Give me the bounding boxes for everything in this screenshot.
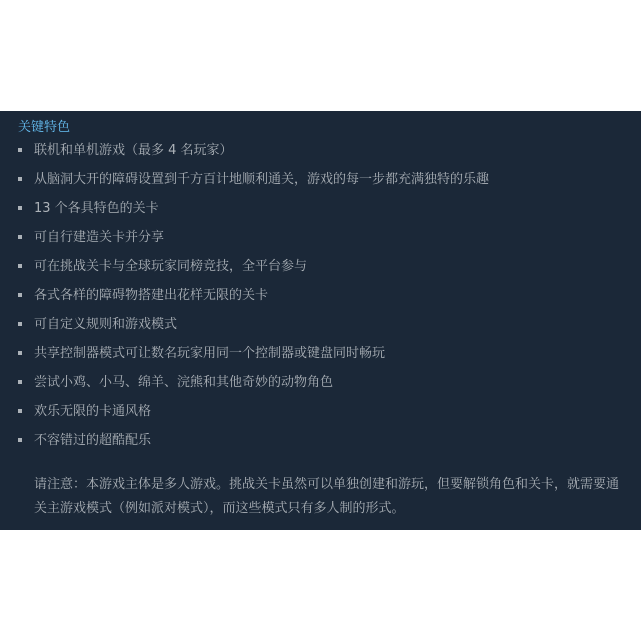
feature-text: 可自行建造关卡并分享 bbox=[34, 230, 165, 245]
feature-text: 欢乐无限的卡通风格 bbox=[34, 404, 152, 419]
bullet-icon bbox=[18, 177, 22, 181]
list-item bbox=[0, 170, 641, 199]
feature-text: 共享控制器模式可让数名玩家用同一个控制器或键盘同时畅玩 bbox=[34, 346, 386, 361]
feature-text: 联机和单机游戏（最多 4 名玩家） bbox=[34, 143, 233, 158]
feature-list bbox=[0, 141, 641, 460]
feature-text: 不容错过的超酷配乐 bbox=[34, 433, 152, 448]
list-item bbox=[0, 286, 641, 315]
list-item bbox=[0, 199, 641, 228]
feature-text: 13 个各具特色的关卡 bbox=[34, 201, 159, 216]
bullet-icon bbox=[18, 235, 22, 239]
bullet-icon bbox=[18, 206, 22, 210]
feature-text: 各式各样的障碍物搭建出花样无限的关卡 bbox=[34, 288, 269, 303]
feature-text: 从脑洞大开的障碍设置到千方百计地顺利通关，游戏的每一步都充满独特的乐趣 bbox=[34, 172, 490, 187]
list-item bbox=[0, 373, 641, 402]
bullet-icon bbox=[18, 380, 22, 384]
list-item bbox=[0, 257, 641, 286]
feature-text: 尝试小鸡、小马、绵羊、浣熊和其他奇妙的动物角色 bbox=[34, 375, 334, 390]
game-features-panel bbox=[0, 111, 641, 530]
bullet-icon bbox=[18, 293, 22, 297]
section-title: 关键特色 bbox=[18, 120, 71, 135]
feature-text: 可在挑战关卡与全球玩家同榜竞技，全平台参与 bbox=[34, 259, 308, 274]
list-item bbox=[0, 141, 641, 170]
bullet-icon bbox=[18, 409, 22, 413]
list-item bbox=[0, 228, 641, 257]
list-item bbox=[0, 315, 641, 344]
bullet-icon bbox=[18, 264, 22, 268]
feature-text: 可自定义规则和游戏模式 bbox=[34, 317, 178, 332]
bullet-icon bbox=[18, 322, 22, 326]
list-item bbox=[0, 344, 641, 373]
bullet-icon bbox=[18, 148, 22, 152]
list-item bbox=[0, 431, 641, 460]
bullet-icon bbox=[18, 438, 22, 442]
list-item bbox=[0, 402, 641, 431]
bullet-icon bbox=[18, 351, 22, 355]
multiplayer-note: 请注意：本游戏主体是多人游戏。挑战关卡虽然可以单独创建和游玩，但要解锁角色和关卡，就需要通关主游戏模式（例如派对模式），而这些模式只有多人制的形式。 bbox=[34, 477, 620, 516]
